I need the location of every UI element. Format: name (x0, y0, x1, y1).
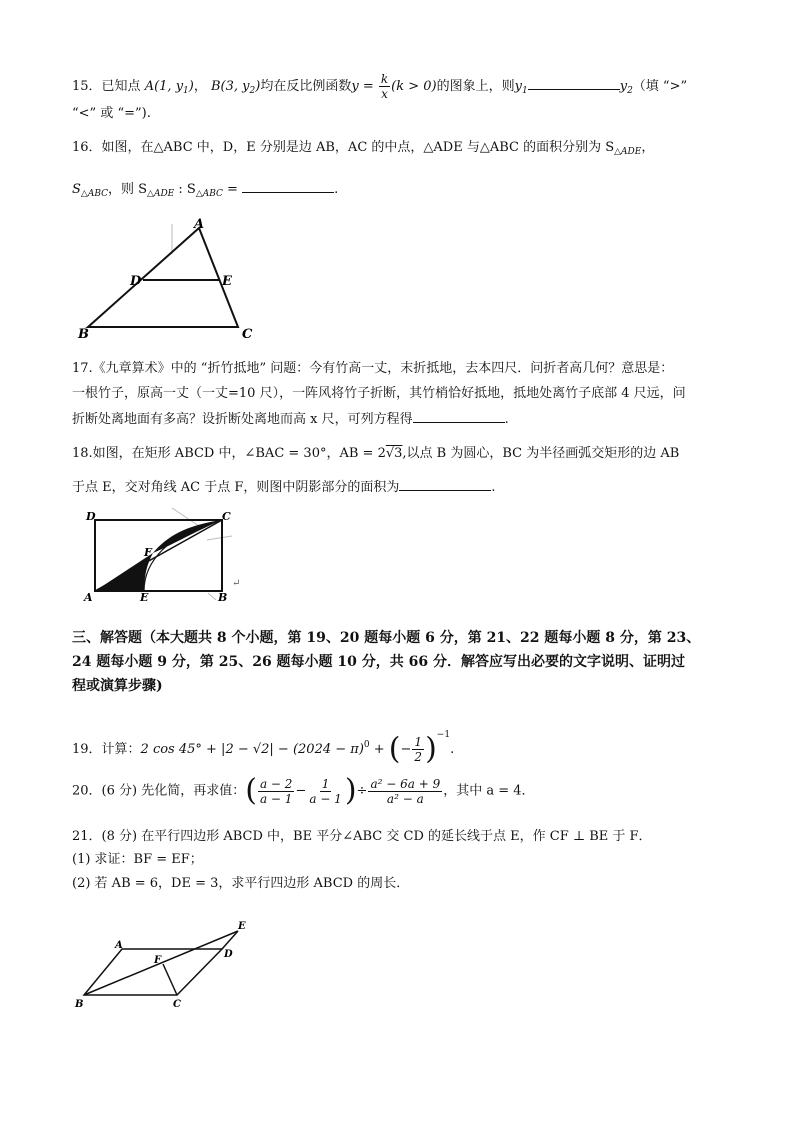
q21-part2: (2) 若 AB = 6，DE = 3，求平行四边形 ABCD 的周长． (72, 876, 410, 891)
q20-fraction-3: $\frac{\text{a² − 6a + 9}}{\text{a² − a}}$ (370, 776, 441, 806)
q21-part1: (1) 求证：BF = EF； (72, 852, 203, 867)
q16-comma: ， (641, 140, 655, 155)
point-b: B(3, $y_2$) (211, 79, 261, 96)
label-f: F (154, 955, 162, 966)
label-c: C (242, 327, 253, 342)
func-fraction: $\frac{k}{x}$ (380, 72, 389, 101)
q16-text: 如图，在△ABC 中，D，E 分别是边 AB，AC 的中点，△ADE 与△ABC 的面积分别为 S (101, 140, 615, 155)
label-e: E (222, 274, 232, 289)
q16-colon: : S (174, 182, 196, 197)
q18-line2: 于点 E，交对角线 AC 于点 F，则图中阴影部分的面积为 . (72, 480, 496, 495)
y2: $y_2$ (619, 79, 633, 96)
label-d: D (224, 949, 233, 960)
rectangle-figure (82, 508, 252, 603)
point-a: A(1, $y_1$) (144, 79, 194, 96)
q21-line1: 21．(8 分) 在平行四边形 ABCD 中，BE 平分∠ABC 交 CD 的延长线于点 E，作 CF ⊥ BE 于 F． (72, 829, 652, 844)
q15-line2 (72, 105, 151, 123)
q16-end: . (334, 182, 339, 197)
label-a: A (194, 217, 205, 232)
q15-number: 15． (72, 79, 102, 94)
q15-tail: （填 “>” (632, 79, 688, 94)
q16-sub2: △ABC (80, 189, 108, 199)
q15-options: “<” 或 “=”). (72, 106, 151, 121)
q15-text: 已知点 (101, 79, 141, 94)
label-b: B (78, 327, 89, 342)
q16-line1 (72, 139, 654, 161)
q16-sub: △ADE (614, 147, 642, 157)
paragraph-mark-icon: ↵ (232, 578, 241, 589)
q19-line: 19．计算：2 $\cos 45^\circ + |2 - √2| - (2024 - \pi)^0$ + (− $\frac{1}{2}$ )$^{-1}$. (72, 730, 455, 767)
q17-line2: 一根竹子，原高一丈（一丈=10 尺），一阵风将竹子折断，其竹梢恰好抵地，抵地处离竹子底部 4 尺远，问 (72, 386, 686, 401)
q16-sub3: △ADE (147, 189, 175, 199)
label-e: E (238, 921, 246, 932)
answer-blank-16[interactable] (242, 180, 334, 193)
func-lhs: y = (351, 79, 374, 94)
label-b: B (75, 999, 84, 1010)
q19-fraction: $\frac{1}{2}$ (414, 735, 423, 764)
label-d: D (130, 274, 142, 289)
func-condition: (k > 0) (391, 79, 437, 94)
section3-line3: 程或演算步骤) (72, 678, 163, 694)
section3-line2: 24 题每小题 9 分，第 25、26 题每小题 10 分，共 66 分．解答应写出必要的文字说明、证明过 (72, 654, 686, 670)
answer-blank-18[interactable] (399, 478, 491, 491)
q16-s: S (72, 182, 81, 197)
label-c: C (173, 999, 181, 1010)
q20-fraction-1: $\frac{a - 2}{a - 1}$ (259, 776, 293, 806)
q20-line: 20．(6 分) 先化简，再求值：( $\frac{a - 2}{a - 1}$ − $\frac{1}{a - 1}$ )÷ $\frac{\text{a² − 6a + 9}}{\text{a² − a}}$ ，其中 a = 4． (72, 773, 535, 808)
answer-blank-15[interactable] (528, 77, 620, 90)
q17-line3: 折断处离地面有多高？设折断处离地而高 x 尺，可列方程得 . (72, 412, 509, 427)
label-a: A (115, 940, 123, 951)
q15-line1: 15．已知点 A(1, $y_1$)， B(3, $y_2$)均在反比例函数y = $\frac{k}{x}$ (k > 0)的图象上，则$y_1$ $y_2$（填 “>” (72, 72, 688, 101)
q17-line1: 17.《九章算术》中的 “折竹抵地” 问题：今有竹高一丈，末折抵地，去本四尺．问折者高几何？意思是： (72, 361, 674, 376)
triangle-figure (76, 214, 266, 344)
parallelogram-figure (72, 915, 252, 1015)
section3-line1: 三、解答题（本大题共 8 个小题，第 19、20 题每小题 6 分，第 21、22 题每小题 8 分，第 23、 (72, 630, 701, 646)
q16-number: 16． (72, 140, 102, 155)
q18-line1: 18.如图，在矩形 ABCD 中，∠BAC = 30°，AB = 2√3,以点 B 为圆心，BC 为半径画弧交矩形的边 AB (72, 446, 680, 461)
label-c: C (222, 510, 231, 523)
q16-eq: = (222, 182, 238, 197)
label-b: B (218, 591, 228, 603)
q15-text-mid: 均在反比例函数 (260, 79, 352, 94)
label-f: F (144, 546, 152, 559)
q16-text2: ，则 S (108, 182, 148, 197)
label-a: A (84, 591, 93, 603)
label-d: D (86, 510, 96, 523)
q15-text-post: 的图象上，则 (436, 79, 515, 94)
q20-fraction-2: $\frac{1}{a - 1}$ (309, 776, 342, 806)
q16-sub4: △ABC (195, 189, 223, 199)
label-e: E (140, 591, 149, 603)
y1: $y_1$ (514, 79, 528, 96)
q16-line2 (72, 180, 338, 203)
answer-blank-17[interactable] (413, 410, 505, 423)
